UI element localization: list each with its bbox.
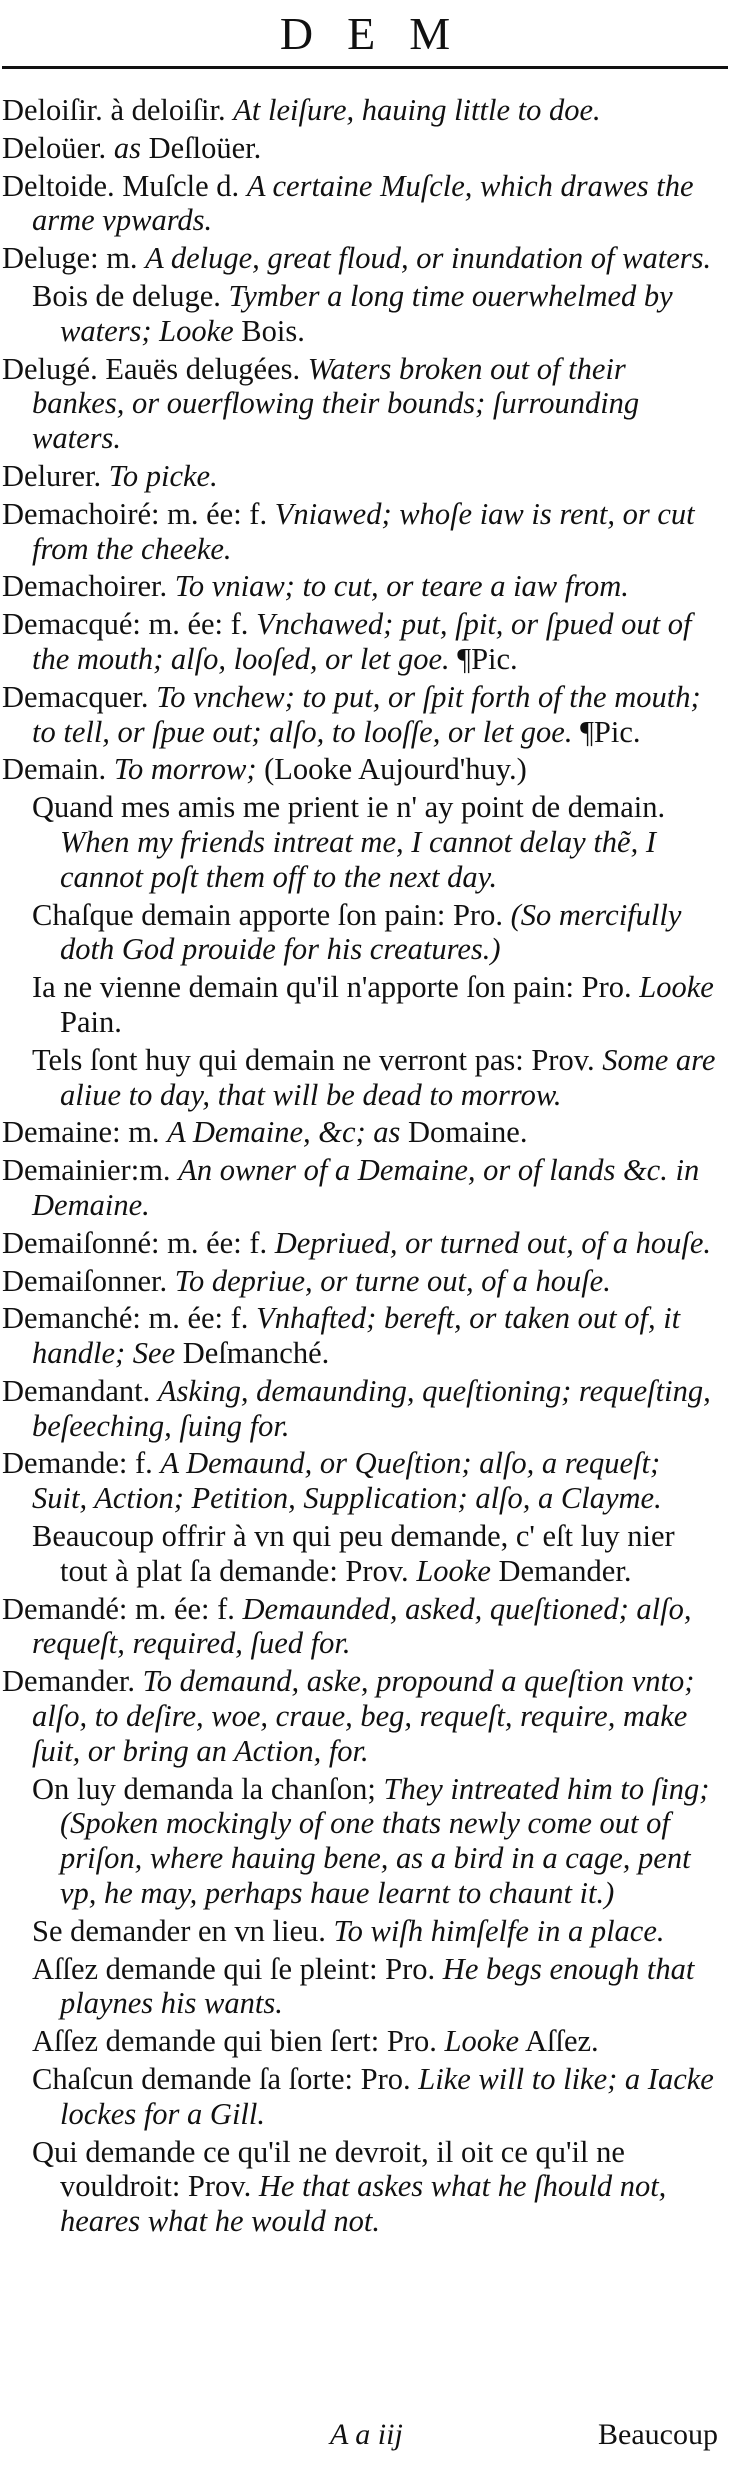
- french-text: m. ée: f.: [159, 1225, 275, 1260]
- english-gloss: At leiſure, hauing little to doe.: [233, 93, 601, 127]
- dictionary-entry: [2, 1446, 718, 1516]
- headword: Deloüer.: [2, 130, 107, 165]
- english-gloss: He begs enough that playnes his wants.: [60, 1951, 695, 2021]
- headword: Demacquer.: [2, 679, 149, 714]
- sub-entry: [2, 898, 718, 968]
- english-gloss: To picke.: [108, 458, 218, 493]
- header-rule: [2, 66, 728, 69]
- english-gloss: To depriue, or turne out, of a houſe.: [174, 1263, 611, 1298]
- french-text: Bois de deluge.: [32, 278, 229, 313]
- english-gloss: Demaunded, asked, queſtioned; alſo, requeſt, required, ſued for.: [32, 1591, 692, 1661]
- dictionary-entry: [2, 1664, 718, 1768]
- page-header: DEM: [279, 8, 485, 59]
- dictionary-entry: [2, 241, 718, 276]
- french-text: ¶Pic.: [449, 641, 518, 676]
- headword: Demander.: [2, 1664, 135, 1699]
- dictionary-entry: [2, 497, 718, 567]
- french-text: Qui demande ce qu'il ne devroit, il oit ce qu'il ne vouldroit: Prov.: [32, 2134, 625, 2204]
- sub-entry: [2, 1519, 718, 1589]
- dictionary-entry: [2, 131, 718, 166]
- french-text: Ia ne vienne demain qu'il n'apporte ſon pain: Pro.: [32, 970, 640, 1005]
- english-gloss: Vnhafted; bereft, or taken out of, it handle; See: [32, 1301, 681, 1371]
- headword: Deluge:: [2, 241, 99, 276]
- dictionary-entry: [2, 680, 718, 750]
- headword: Demachoirer.: [2, 569, 168, 604]
- french-text: m.: [98, 241, 146, 276]
- french-text: Bois.: [233, 313, 305, 348]
- headword: Demanché:: [2, 1301, 141, 1336]
- dictionary-entry: [2, 352, 718, 456]
- french-text: Aſſez.: [519, 2024, 599, 2059]
- sub-entry: [2, 1914, 718, 1949]
- dictionary-entry: [2, 93, 718, 128]
- french-text: [106, 752, 114, 786]
- french-text: m.: [120, 1115, 168, 1150]
- french-text: m. ée: f.: [159, 496, 275, 531]
- dictionary-entry: [2, 1115, 718, 1150]
- english-gloss: A deluge, great floud, or inundation of waters.: [145, 241, 712, 276]
- headword: Delugé.: [2, 351, 98, 386]
- english-gloss: To demaund, aske, propound a queſtion vnto; alſo, to deſire, woe, craue, beg, requeſt, require, make ſuit, or bring an Action, for.: [32, 1664, 695, 1768]
- english-gloss: To morrow;: [113, 752, 257, 787]
- sub-entry: [2, 2024, 718, 2059]
- english-gloss: To vniaw; to cut, or teare a iaw from.: [174, 569, 629, 604]
- english-gloss: Depriued, or turned out, of a houſe.: [274, 1225, 712, 1260]
- french-text: m. ée: f.: [140, 1301, 257, 1336]
- english-gloss: Vnchawed; put, ſpit, or ſpued out of the mouth; alſo, looſed, or let goe.: [32, 607, 692, 676]
- sub-entry: [2, 1772, 718, 1911]
- english-gloss: To wiſh himſelfe in a place.: [333, 1913, 665, 1948]
- english-gloss: Looke: [639, 970, 714, 1005]
- french-text: On luy demanda la chanſon;: [32, 1771, 384, 1806]
- french-text: Eauës delugées.: [97, 351, 308, 386]
- french-text: [135, 1664, 143, 1698]
- english-gloss: He that askes what he ſhould not, heares what he would not.: [60, 2169, 667, 2239]
- entry-list: [2, 93, 728, 2239]
- french-text: [167, 1264, 175, 1298]
- headword: Deloiſir.: [2, 93, 103, 127]
- english-gloss: as: [113, 130, 141, 165]
- french-text: (Looke Aujourd'huy.): [256, 752, 527, 787]
- signature-mark: A a iij: [330, 2418, 403, 2451]
- page-footer: [0, 2418, 730, 2458]
- headword: Demaine:: [2, 1115, 121, 1150]
- english-gloss: Asking, demaunding, queſtioning; requeſting, beſeeching, ſuing for.: [32, 1373, 711, 1443]
- english-gloss: A certaine Muſcle, which drawes the arme vpwards.: [32, 168, 694, 238]
- headword: Demandant.: [2, 1373, 151, 1408]
- french-text: f.: [127, 1446, 161, 1481]
- sub-entry: [2, 2135, 718, 2239]
- headword: Demainier:: [2, 1153, 140, 1188]
- dictionary-entry: [2, 1226, 718, 1261]
- headword: Demain.: [2, 752, 107, 787]
- dictionary-entry: [2, 1374, 718, 1444]
- english-gloss: Some are aliue to day, that will be dead to morrow.: [60, 1042, 716, 1112]
- dictionary-entry: [2, 1592, 718, 1662]
- french-text: Chaſcun demande ſa ſorte: Pro.: [32, 2062, 419, 2097]
- dictionary-entry: [2, 1301, 718, 1371]
- headword: Demandé:: [2, 1591, 128, 1626]
- french-text: m. ée: f.: [127, 1591, 243, 1626]
- headword: Demachoiré:: [2, 496, 160, 531]
- english-gloss: To vnchew; to put, or ſpit forth of the mouth; to tell, or ſpue out; alſo, to looſſe, or let goe.: [32, 679, 701, 749]
- dictionary-entry: [2, 169, 718, 239]
- english-gloss: Like will to like; a Iacke lockes for a Gill.: [60, 2062, 714, 2131]
- english-gloss: When my friends intreat me, I cannot delay thẽ, I cannot poſt them off to the next day.: [60, 824, 657, 894]
- french-text: Beaucoup offrir à vn qui peu demande, c' eſt luy nier tout à plat ſa demande: Prov.: [32, 1519, 675, 1588]
- headword: Demaiſonner.: [2, 1263, 168, 1298]
- french-text: Muſcle d.: [114, 168, 247, 203]
- english-gloss: A Demaund, or Queſtion; alſo, a requeſt; Suit, Action; Petition, Supplication; alſo, a Clayme.: [32, 1446, 662, 1516]
- french-text: m. ée: f.: [140, 607, 257, 642]
- sub-entry: [2, 790, 718, 894]
- english-gloss: Looke: [444, 2024, 520, 2059]
- sub-entry: [2, 1952, 718, 2022]
- sub-entry: [2, 2062, 718, 2132]
- english-gloss: An owner of a Demaine, or of lands &c. in Demaine.: [32, 1153, 700, 1222]
- catchword: Beaucoup: [598, 2418, 718, 2451]
- french-text: [150, 1374, 158, 1408]
- sub-entry: [2, 279, 718, 349]
- french-text: Aſſez demande qui ſe pleint: Pro.: [32, 1951, 443, 1986]
- headword: Demaiſonné:: [2, 1225, 160, 1260]
- english-gloss: Waters broken out of their bankes, or ouerflowing their bounds; ſurrounding waters.: [32, 351, 640, 456]
- dictionary-entry: [2, 752, 718, 787]
- french-text: [106, 131, 114, 165]
- sub-entry: [2, 1043, 718, 1113]
- french-text: Deſloüer.: [140, 130, 262, 165]
- french-text: Se demander en vn lieu.: [32, 1913, 334, 1948]
- french-text: ¶Pic.: [572, 714, 641, 749]
- headword: Demande:: [2, 1446, 128, 1481]
- french-text: [101, 459, 109, 493]
- french-text: à deloiſir.: [102, 93, 234, 127]
- dictionary-entry: [2, 607, 718, 677]
- french-text: Deſmanché.: [175, 1336, 330, 1371]
- english-gloss: They intreated him to ſing; (Spoken mockingly of one thats newly come out of priſon, where hauing bene, as a bird in a cage, pent vp, he may, perhaps haue learnt to chaunt it.): [60, 1771, 710, 1911]
- french-text: Quand mes amis me prient ie n' ay point de demain.: [32, 790, 666, 825]
- french-text: Tels ſont huy qui demain ne verront pas: Prov.: [32, 1042, 603, 1077]
- french-text: Pain.: [60, 1004, 122, 1039]
- english-gloss: (So mercifully doth God prouide for his creatures.): [60, 897, 682, 967]
- french-text: [167, 569, 175, 603]
- french-text: m.: [139, 1153, 179, 1188]
- english-gloss: Looke: [416, 1553, 491, 1588]
- dictionary-entry: [2, 1153, 718, 1223]
- headword: Delurer.: [2, 458, 102, 493]
- french-text: Domaine.: [400, 1115, 528, 1150]
- french-text: [149, 680, 157, 714]
- french-text: Chaſque demain apporte ſon pain: Pro.: [32, 897, 511, 932]
- english-gloss: A Demaine, &c; as: [167, 1115, 401, 1150]
- headword: Demacqué:: [2, 607, 141, 642]
- dictionary-entry: [2, 459, 718, 494]
- french-text: Demander.: [490, 1553, 632, 1588]
- dictionary-entry: [2, 569, 718, 604]
- dictionary-entry: [2, 1264, 718, 1299]
- sub-entry: [2, 970, 718, 1040]
- english-gloss: Tymber a long time ouerwhelmed by waters; Looke: [60, 278, 673, 348]
- english-gloss: Vniawed; whoſe iaw is rent, or cut from the cheeke.: [32, 496, 695, 566]
- headword: Deltoide.: [2, 168, 115, 203]
- french-text: Aſſez demande qui bien ſert: Pro.: [32, 2024, 445, 2059]
